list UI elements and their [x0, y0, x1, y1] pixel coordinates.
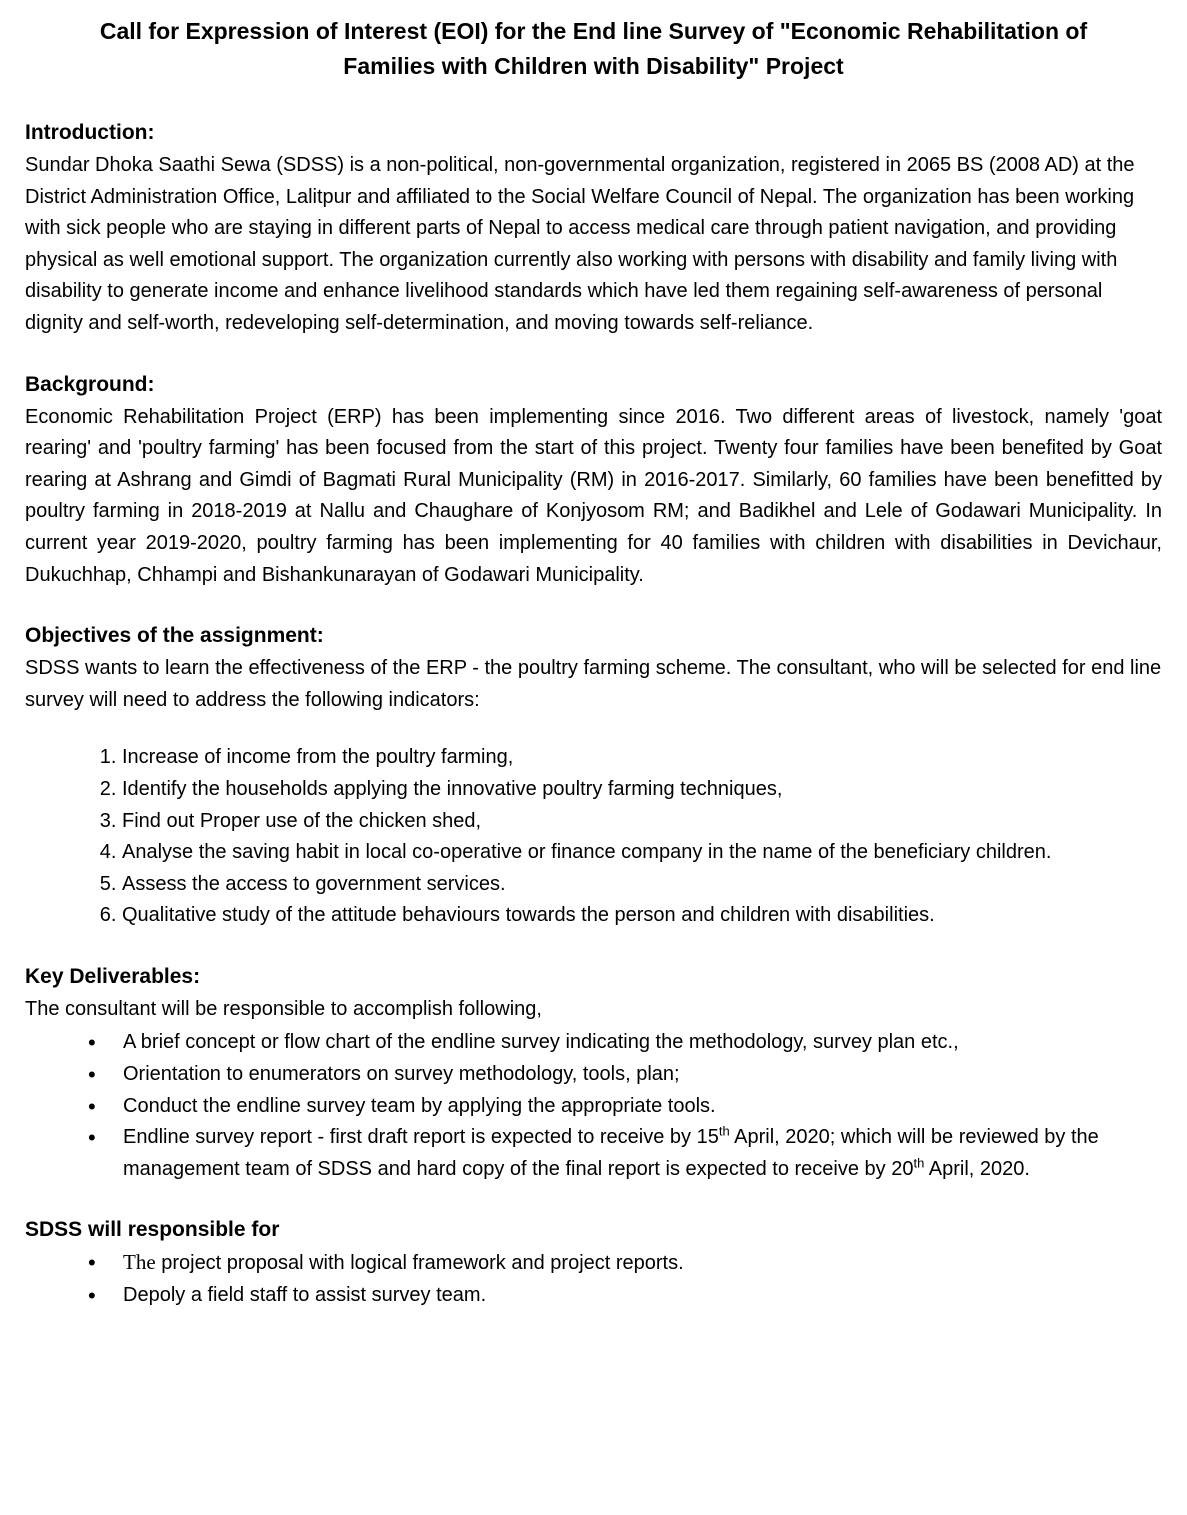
section-heading-objectives: Objectives of the assignment:	[25, 624, 324, 648]
bullet-text: The project proposal with logical framework and project reports.	[123, 1250, 684, 1275]
list-item: 2. Identify the households applying the innovative poultry farming techniques,	[122, 774, 1162, 806]
list-item: 4. Analyse the saving habit in local co-operative or finance company in the name of the beneficiary children.	[122, 837, 1162, 869]
serif-lead-word: The	[123, 1250, 156, 1275]
objectives-list	[25, 742, 1162, 932]
paragraph-objectives-intro: SDSS wants to learn the effectiveness of the ERP - the poultry farming scheme. The consultant, who will be selected for end line survey will need to address the following indicators:	[25, 657, 1162, 711]
ordinal-superscript: th	[913, 1155, 925, 1171]
bullet-text: Endline survey report - first draft report is expected to receive by 15th April, 2020; which will be reviewed by the management team of SDSS and hard copy of the final report is expected to receive by 20th April, 2020.	[123, 1123, 1099, 1180]
list-item	[25, 1059, 1162, 1091]
list-item	[25, 1091, 1162, 1123]
list-item	[25, 1122, 1162, 1185]
list-item	[25, 1247, 1162, 1280]
bullet-text: Depoly a field staff to assist survey team.	[123, 1284, 487, 1307]
ordinal-superscript: th	[718, 1123, 730, 1139]
list-item	[25, 1280, 1162, 1312]
deliverables-list	[25, 1027, 1162, 1185]
paragraph-introduction: Sundar Dhoka Saathi Sewa (SDSS) is a non-political, non-governmental organization, registered in 2065 BS (2008 AD) at the District Administration Office, Lalitpur and affiliated to the Social Welfare Council of Nepal. The organization has been working with sick people who are staying in different parts of Nepal to access medical care through patient navigation, and providing physical as well emotional support. The organization currently also working with persons with disability and family living with disability to generate income and enhance livelihood standards which have led them regaining self-awareness of personal dignity and self-worth, redeveloping self-determination, and moving towards self-reliance.	[25, 154, 1135, 334]
list-item: 1. Increase of income from the poultry farming,	[122, 742, 1162, 774]
page-title: Call for Expression of Interest (EOI) for the End line Survey of "Economic Rehabilitation of Families with Children with Disability" Project	[99, 18, 1088, 79]
paragraph-background: Economic Rehabilitation Project (ERP) has been implementing since 2016. Two different areas of livestock, namely 'goat rearing' and 'poultry farming' has been focused from the start of this project. Twenty four families have been benefited by Goat rearing at Ashrang and Gimdi of Bagmati Rural Municipality (RM) in 2016-2017. Similarly, 60 families have been benefitted by poultry farming in 2018-2019 at Nallu and Chaughare of Konjyosom RM; and Badikhel and Lele of Godawari Municipality. In current year 2019-2020, poultry farming has been implementing for 40 families with children with disabilities in Devichaur, Dukuchhap, Chhampi and Bishankunarayan of Godawari Municipality.	[25, 405, 1162, 586]
list-item	[25, 1027, 1162, 1059]
list-item: 3. Find out Proper use of the chicken shed,	[122, 806, 1162, 838]
list-item: 6. Qualitative study of the attitude behaviours towards the person and children with disabilities.	[122, 900, 1162, 932]
section-heading-sdss-responsibility: SDSS will responsible for	[25, 1218, 280, 1242]
sdss-responsibility-list	[25, 1247, 1162, 1311]
section-heading-key-deliverables: Key Deliverables:	[25, 964, 201, 988]
bullet-text: Conduct the endline survey team by applying the appropriate tools.	[123, 1094, 716, 1117]
section-heading-background: Background:	[25, 372, 155, 396]
section-heading-introduction: Introduction:	[25, 121, 155, 144]
paragraph-deliverables-intro: The consultant will be responsible to accomplish following,	[25, 997, 542, 1020]
list-item: 5. Assess the access to government services.	[122, 869, 1162, 901]
bullet-text: A brief concept or flow chart of the endline survey indicating the methodology, survey plan etc.,	[123, 1031, 959, 1054]
bullet-text: Orientation to enumerators on survey methodology, tools, plan;	[123, 1063, 680, 1086]
